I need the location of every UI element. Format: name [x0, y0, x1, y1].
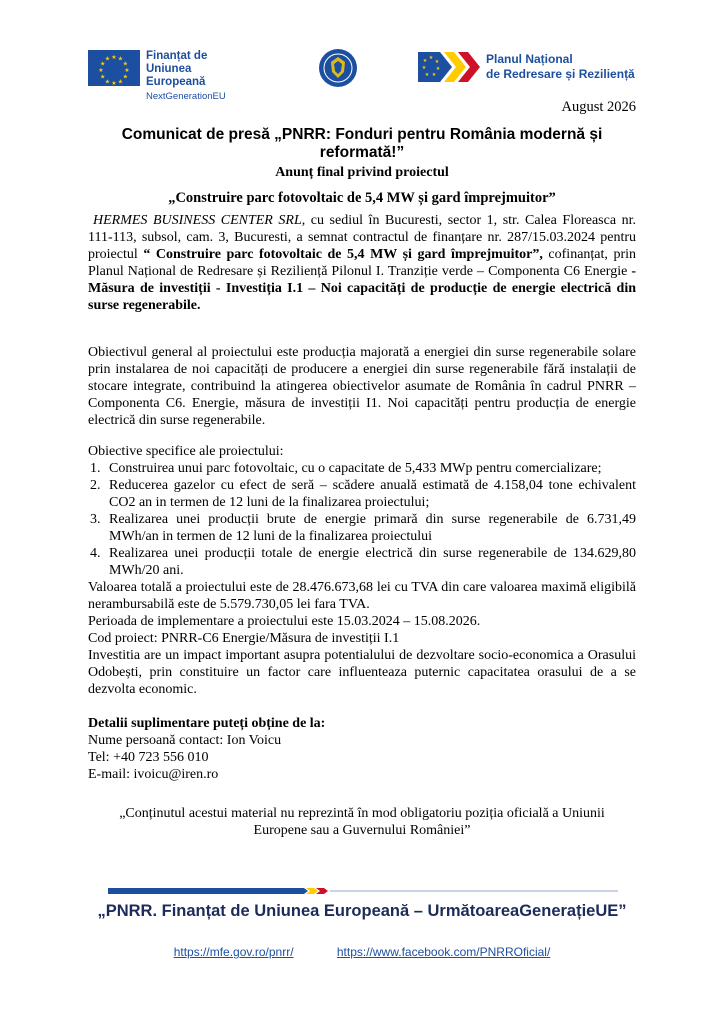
intro-text-a: , cu sediul în Bucuresti, sector 1, str. Calea Floreasca nr. 111-113, subsol, cam. 3, Bucuresti, a semnat contractul de finanțare nr. 287/15.03.2024 pentru proiectul	[88, 213, 636, 262]
svg-text:★: ★	[431, 72, 437, 78]
page-subtitle: Anunț final privind proiectul	[275, 165, 449, 180]
list-item-number: 2.	[90, 478, 101, 493]
facebook-link[interactable]: https://www.facebook.com/PNRROficial/	[336, 945, 551, 959]
svg-text:★: ★	[104, 78, 111, 86]
eu-funding-logo	[88, 50, 248, 102]
svg-text:★: ★	[100, 60, 106, 68]
pnrr-logo-line2: de Redresare și Reziliență	[486, 67, 635, 81]
objectives-section	[88, 443, 636, 698]
footer-flag-bar	[108, 883, 618, 897]
svg-text:★: ★	[117, 78, 124, 86]
contact-person: Nume persoană contact: Ion Voicu	[88, 733, 282, 748]
contact-heading: Detalii suplimentare puteți obține de la:	[88, 716, 326, 731]
disclaimer: „Conținutul acestui material nu reprezintă în mod obligatoriu poziția oficială a Uniunii Europene sau a Guvernului României”	[119, 806, 605, 838]
mfe-link[interactable]: https://mfe.gov.ro/pnrr/	[173, 945, 294, 959]
list-item-text: Reducerea gazelor cu efect de seră – scădere anuală estimată de 4.158,04 tone echivalent CO2 an in termen de 12 luni de la finalizarea proiectului;	[109, 478, 636, 510]
svg-text:★: ★	[104, 55, 111, 63]
list-item-number: 3.	[90, 512, 101, 527]
title-block	[88, 126, 636, 181]
contact-section	[88, 715, 636, 783]
page-title: Comunicat de presă „PNRR: Fonduri pentru România modernă și reformată!”	[121, 126, 603, 161]
company-name: HERMES BUSINESS CENTER SRL	[93, 213, 302, 228]
intro-text-b: cofinanțat, prin Planul Național de Redresare și Reziliență Pilonul I. Tranziție verde – Componenta C6 Energie	[88, 247, 636, 279]
project-value: Valoarea totală a proiectului este de 28.476.673,68 lei cu TVA din care valoarea maximă eligibilă nerambursabilă este de 5.579.730,05 lei fara TVA.	[88, 580, 636, 612]
svg-text:★: ★	[117, 55, 124, 63]
list-item-text: Realizarea unei producții totale de energie electrică din surse regenerabile de 134.629,80 MWh/20 ani.	[109, 546, 636, 578]
impact-statement: Investitia are un impact important asupra potentialului de dezvoltare socio-economica a Orasului Odobești, prin constituire un factor care influenteaza puternic capacitatea orasului de a se dezvolta economic.	[88, 648, 636, 697]
svg-text:★: ★	[435, 66, 441, 72]
project-code: Cod proiect: PNRR-C6 Energie/Măsura de investiții I.1	[88, 631, 400, 646]
project-title: „Construire parc fotovoltaic de 5,4 MW și gard împrejmuitor”	[168, 190, 556, 206]
svg-text:★: ★	[100, 73, 106, 81]
svg-text:★: ★	[124, 67, 130, 74]
list-item-text: Realizarea unei producții brute de energie primară din surse regenerabile de 6.731,49 MWh/an in termen de 12 luni de la finalizarea proiectului	[109, 512, 636, 544]
list-item-text: Construirea unui parc fotovoltaic, cu o capacitate de 5,433 MWp pentru comercializare;	[109, 461, 602, 476]
general-objective-paragraph: Obiectivul general al proiectului este producția majorată a energiei din surse regenerabile solare prin instalarea de noi capacități de producere a energiei din surse regenerabile fără instalații de stocare integrate, contribuind la atingerea obiectivelor asumate de România în cadrul PNRR – Componenta C6. Energie, măsura de investiții I1. Noi capacități pentru producția de energie electrică din surse regenerabile.	[88, 345, 636, 428]
romanian-government-emblem-icon	[318, 48, 358, 88]
pnrr-logo	[418, 48, 648, 88]
svg-text:★: ★	[422, 58, 428, 64]
svg-text:★: ★	[428, 55, 434, 61]
list-item-number: 4.	[90, 546, 101, 561]
pnrr-logo-line1: Planul Național	[486, 52, 573, 66]
intro-project-name: “ Construire parc fotovoltaic de 5,4 MW și gard împrejmuitor”,	[143, 247, 543, 262]
implementation-period: Perioada de implementare a proiectului este 15.03.2024 – 15.08.2026.	[88, 614, 481, 629]
svg-text:★: ★	[421, 65, 427, 71]
svg-text:★: ★	[111, 80, 117, 86]
objectives-heading: Obiective specifice ale proiectului:	[88, 444, 284, 459]
list-item	[88, 460, 636, 477]
eu-logo-line2: Uniunea Europeană	[146, 63, 206, 88]
svg-text:★: ★	[98, 67, 104, 74]
eu-logo-line1: Finanțat de	[146, 50, 208, 62]
eu-flag-icon	[88, 50, 140, 86]
list-item-number: 1.	[90, 461, 101, 476]
eu-logo-line3: NextGenerationEU	[146, 91, 226, 102]
svg-text:★: ★	[424, 72, 430, 78]
intro-paragraph	[88, 212, 636, 314]
svg-text:★: ★	[122, 73, 128, 81]
footer-links	[88, 945, 636, 959]
list-item	[88, 545, 636, 579]
svg-text:★: ★	[434, 59, 440, 65]
svg-text:★: ★	[122, 60, 128, 68]
contact-phone: Tel: +40 723 556 010	[88, 750, 209, 765]
svg-text:★: ★	[111, 54, 117, 61]
footer-slogan: „PNRR. Finanțat de Uniunea Europeană – UrmătoareaGenerațieUE”	[97, 902, 627, 920]
objectives-list	[88, 460, 636, 579]
pnrr-flag-icon	[418, 48, 482, 86]
contact-email: E-mail: ivoicu@iren.ro	[88, 767, 219, 782]
press-release-date: August 2026	[561, 99, 636, 115]
intro-measure: - Măsura de investiții - Investiția I.1 – Noi capacități de producție de energie electrică din surse regenerabile.	[88, 264, 636, 313]
list-item	[88, 477, 636, 511]
list-item	[88, 511, 636, 545]
